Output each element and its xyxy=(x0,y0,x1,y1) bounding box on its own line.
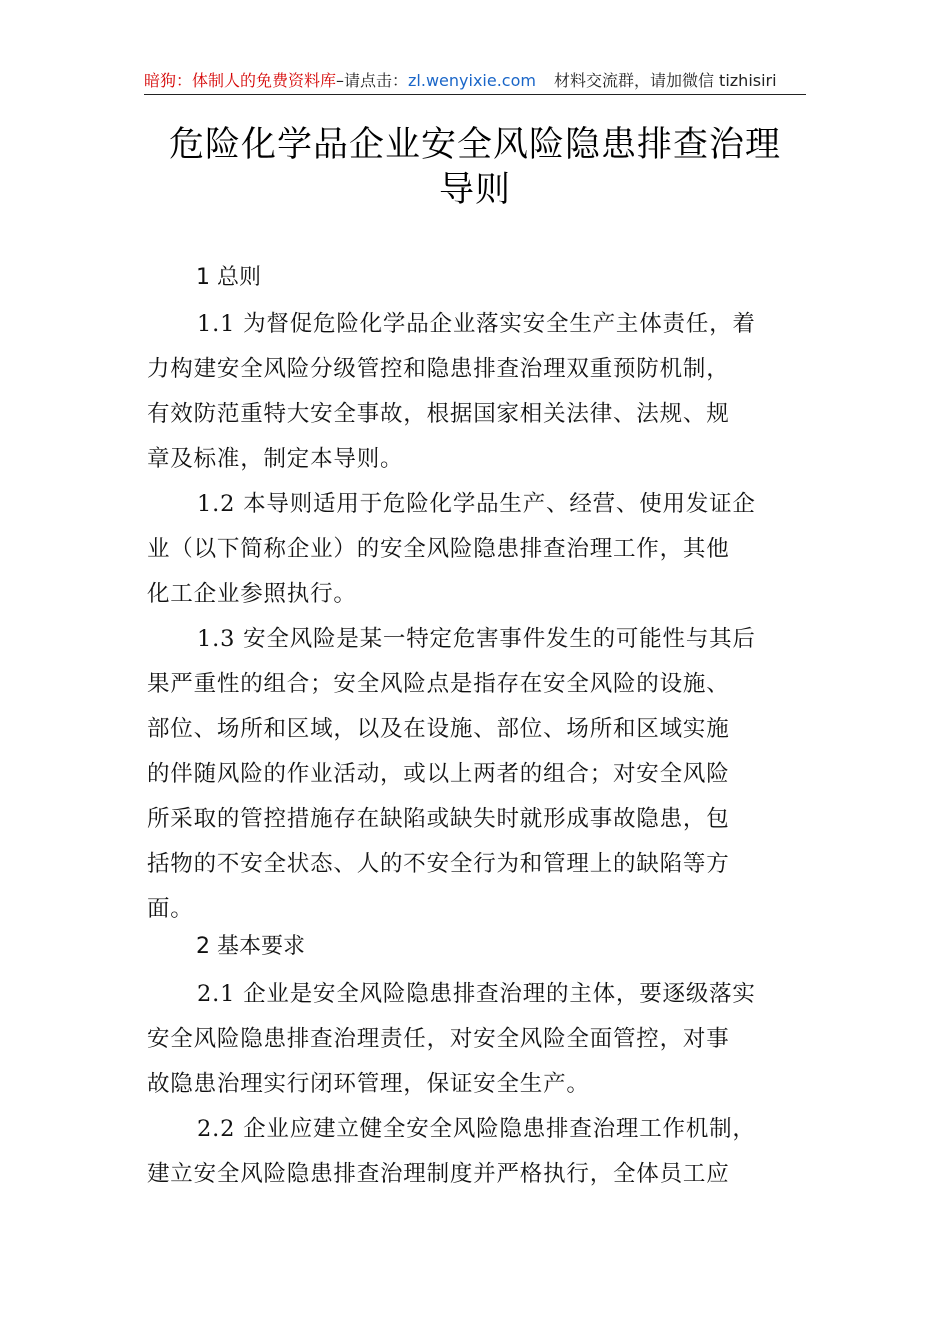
header-url-link[interactable]: zl.wenyixie.com xyxy=(408,71,536,90)
paragraph-line: 建立安全风险隐患排查治理制度并严格执行，全体员工应 xyxy=(147,1161,730,1187)
document-title-line-2: 导则 xyxy=(438,170,511,210)
section-heading-basic-requirements: 2 基本要求 xyxy=(196,934,305,959)
page-header xyxy=(144,68,806,95)
paragraph-1-2 xyxy=(147,482,807,617)
paragraph-1-3 xyxy=(147,617,807,932)
paragraph-line: 部位、场所和区域，以及在设施、部位、场所和区域实施 xyxy=(147,716,730,742)
paragraph-line: 1.2 本导则适用于危险化学品生产、经营、使用发证企 xyxy=(197,491,756,517)
paragraph-line: 故隐患治理实行闭环管理，保证安全生产。 xyxy=(147,1071,590,1097)
section-heading-general: 1 总则 xyxy=(196,265,261,290)
paragraph-line: 果严重性的组合；安全风险点是指存在安全风险的设施、 xyxy=(147,671,730,697)
header-brand: 暗狗：体制人的免费资料库 xyxy=(144,71,337,90)
paragraph-line: 的伴随风险的作业活动，或以上两者的组合；对安全风险 xyxy=(147,761,730,787)
paragraph-line: 括物的不安全状态、人的不安全行为和管理上的缺陷等方 xyxy=(147,851,730,877)
header-cta: –请点击： xyxy=(336,71,409,90)
paragraph-2-1 xyxy=(147,972,807,1107)
paragraph-line: 安全风险隐患排查治理责任，对安全风险全面管控，对事 xyxy=(147,1026,730,1052)
paragraph-line: 1.3 安全风险是某一特定危害事件发生的可能性与其后 xyxy=(197,626,756,652)
paragraph-2-2 xyxy=(147,1107,807,1197)
paragraph-line: 业（以下简称企业）的安全风险隐患排查治理工作，其他 xyxy=(147,536,730,562)
paragraph-line: 章及标准，制定本导则。 xyxy=(147,446,404,472)
paragraph-line: 化工企业参照执行。 xyxy=(147,581,357,607)
paragraph-1-1 xyxy=(147,302,807,482)
document-title-line-1: 危险化学品企业安全风险隐患排查治理 xyxy=(168,125,781,165)
paragraph-line: 面。 xyxy=(147,896,194,922)
paragraph-line: 有效防范重特大安全事故，根据国家相关法律、法规、规 xyxy=(147,401,730,427)
paragraph-line: 力构建安全风险分级管控和隐患排查治理双重预防机制， xyxy=(147,356,730,382)
paragraph-line: 所采取的管控措施存在缺陷或缺失时就形成事故隐患，包 xyxy=(147,806,730,832)
paragraph-line: 2.1 企业是安全风险隐患排查治理的主体，要逐级落实 xyxy=(197,981,756,1007)
paragraph-line: 2.2 企业应建立健全安全风险隐患排查治理工作机制， xyxy=(197,1116,756,1142)
paragraph-line: 1.1 为督促危险化学品企业落实安全生产主体责任，着 xyxy=(197,311,756,337)
header-wechat: 材料交流群，请加微信 tizhisiri xyxy=(553,71,777,90)
